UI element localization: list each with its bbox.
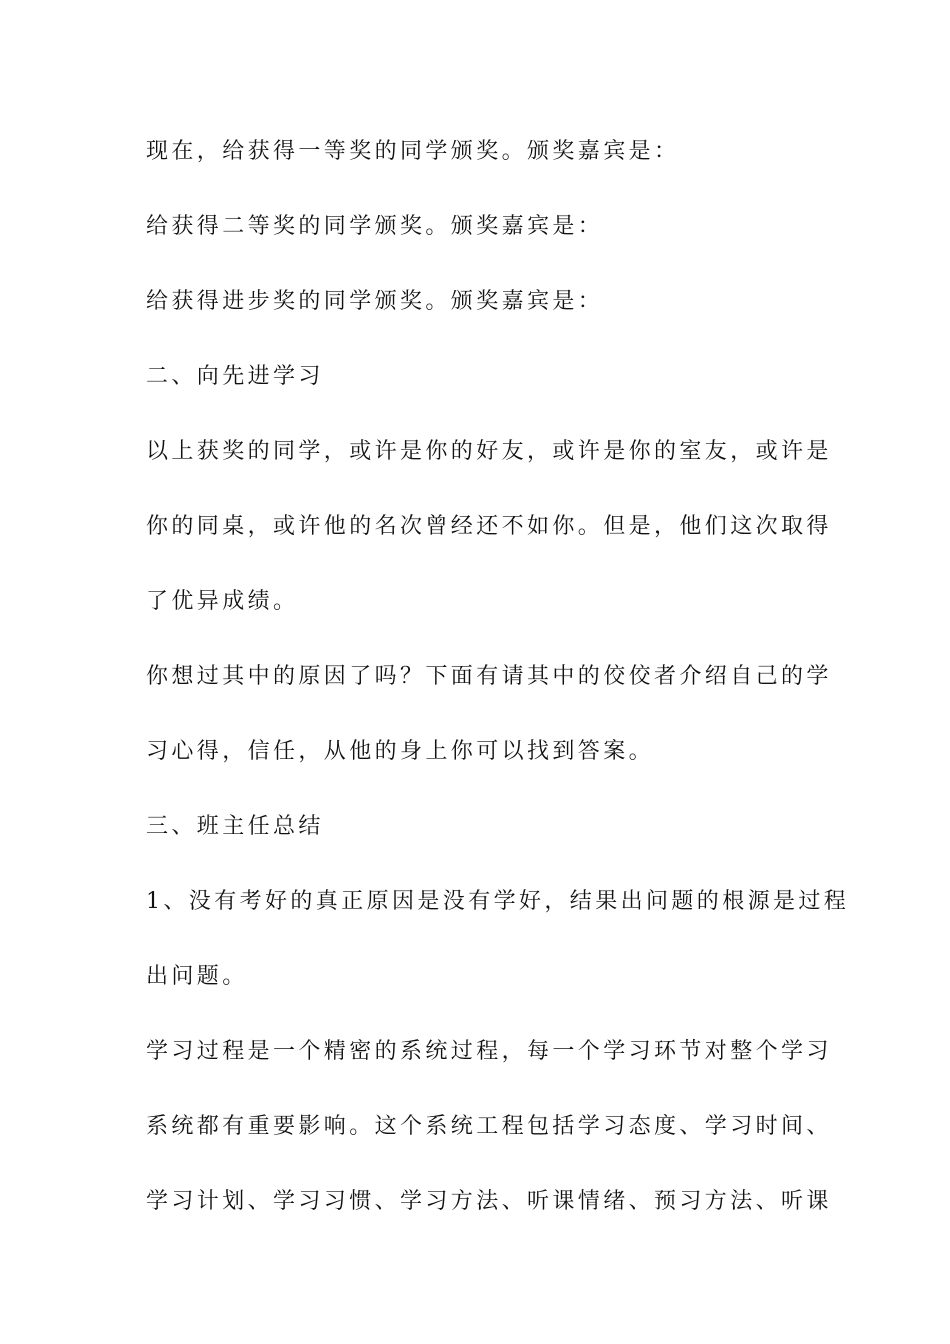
paragraph-line: 你的同桌，或许他的名次曾经还不如你。但是，他们这次取得	[146, 514, 832, 539]
paragraph-line: 了优异成绩。	[146, 589, 299, 614]
paragraph-line: 学习过程是一个精密的系统过程，每一个学习环节对整个学习	[146, 1039, 832, 1064]
paragraph-line: 学习计划、学习习惯、学习方法、听课情绪、预习方法、听课	[146, 1189, 832, 1214]
award-progress-prize-line: 给获得进步奖的同学颁奖。颁奖嘉宾是：	[146, 289, 604, 314]
award-first-prize-line: 现在，给获得一等奖的同学颁奖。颁奖嘉宾是：	[146, 139, 680, 164]
section-heading-teacher-summary: 三、班主任总结	[146, 814, 324, 839]
paragraph-line: 习心得，信任，从他的身上你可以找到答案。	[146, 739, 655, 764]
paragraph-line: 系统都有重要影响。这个系统工程包括学习态度、学习时间、	[146, 1114, 832, 1139]
section-heading-learn-from-advanced: 二、向先进学习	[146, 364, 324, 389]
paragraph-line: 你想过其中的原因了吗？下面有请其中的佼佼者介绍自己的学	[146, 664, 832, 689]
summary-point-line: 1、没有考好的真正原因是没有学好，结果出问题的根源是过程	[146, 889, 850, 914]
award-second-prize-line: 给获得二等奖的同学颁奖。颁奖嘉宾是：	[146, 214, 604, 239]
paragraph-line: 以上获奖的同学，或许是你的好友，或许是你的室友，或许是	[146, 439, 832, 464]
document-body	[146, 123, 850, 1248]
summary-point-line: 出问题。	[146, 964, 248, 989]
